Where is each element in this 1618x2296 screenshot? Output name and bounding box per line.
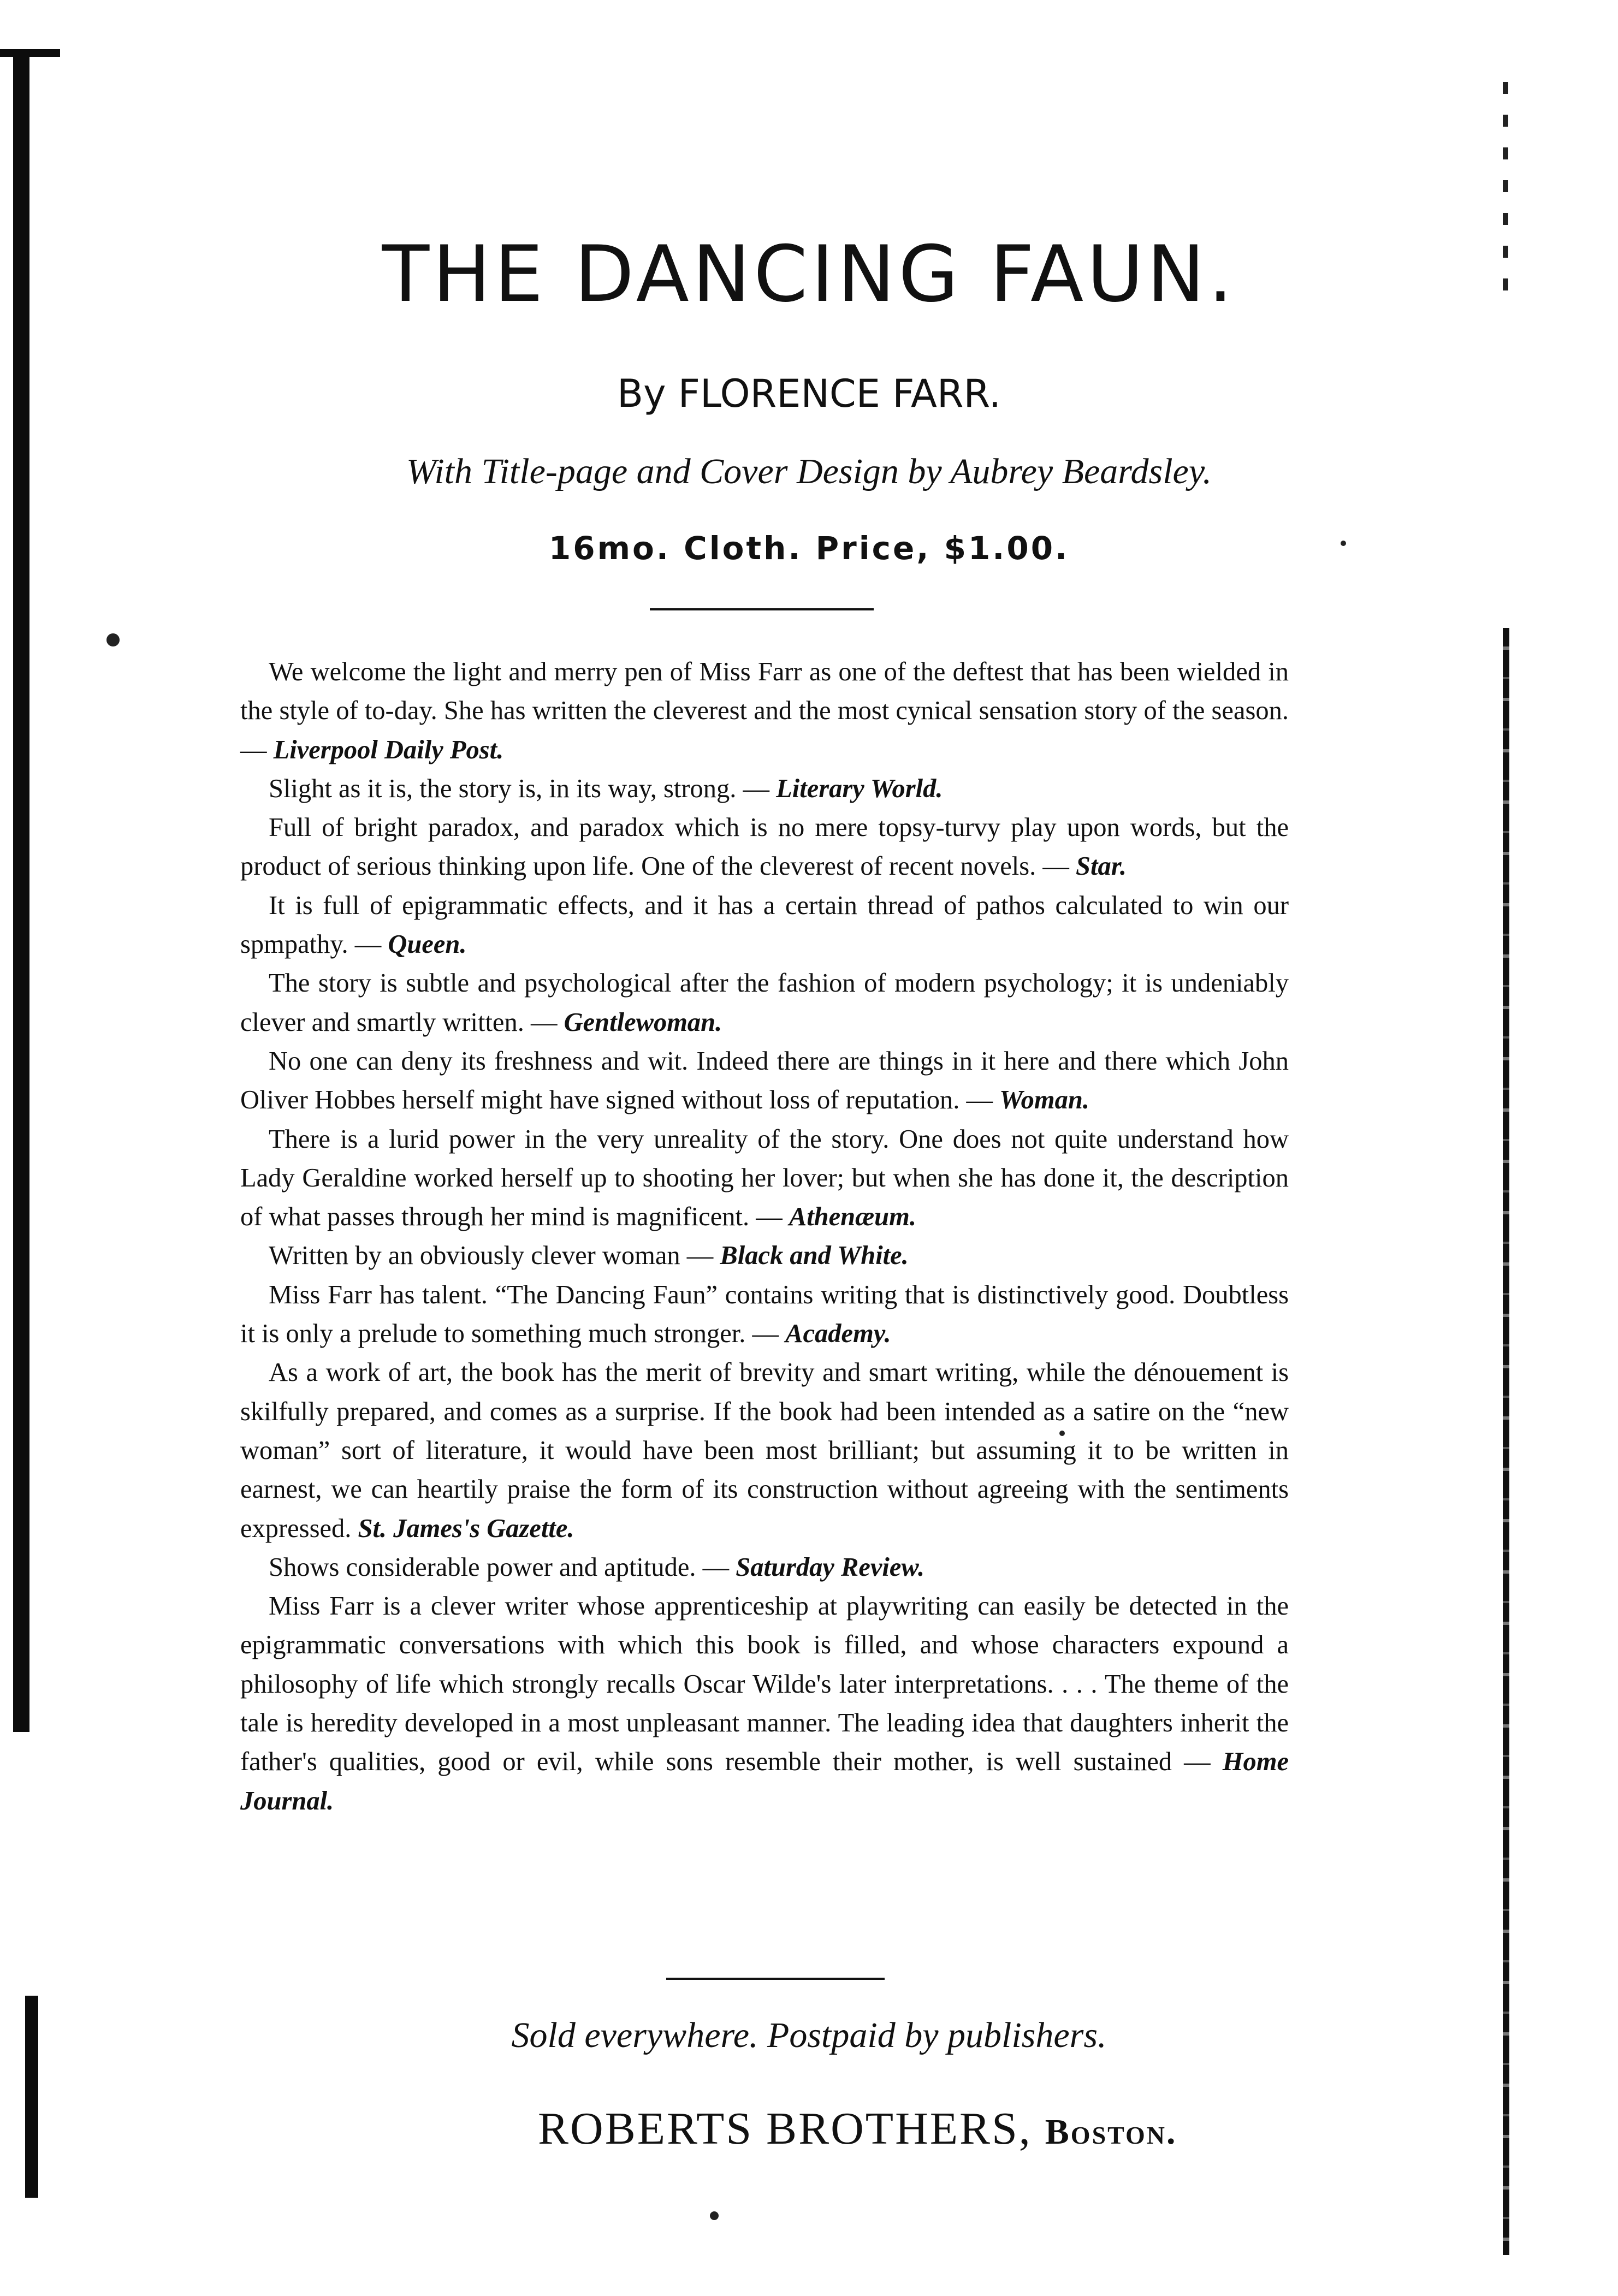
review-source: Star. [1076,852,1127,881]
review-source: St. James's Gazette. [358,1514,574,1543]
review-source: Home Journal. [240,1747,1289,1816]
book-title: THE DANCING FAUN. [382,229,1236,319]
review-item [240,1236,1289,1275]
review-quote: The story is subtle and psychological after the fashion of modern psychology; it is undeniably clever and smartly written. — [240,969,1289,1037]
publisher-city: Boston. [1045,2112,1177,2152]
review-quote: We welcome the light and merry pen of Miss Farr as one of the deftest that has been wielded in the style of to-day. She has written the cleverest and the most cynical sensation story of the season. — [240,657,1289,764]
review-item [240,652,1289,769]
design-credit: With Title-page and Cover Design by Aubrey Beardsley. [406,452,1212,491]
review-item [240,1548,1289,1587]
publisher-name: ROBERTS BROTHERS, [538,2103,1032,2154]
review-item [240,1587,1289,1820]
review-item [240,769,1289,808]
press-reviews [240,652,1289,1820]
review-source: Saturday Review. [736,1552,925,1582]
review-source: Literary World. [776,774,943,803]
review-quote: Slight as it is, the story is, in its way, strong. — [269,774,770,803]
review-item [240,1353,1289,1547]
review-quote: Miss Farr is a clever writer whose apprenticeship at playwriting can easily be detected in the epigrammatic conversations with which this book is filled, and whose characters expound a philosophy of life which strongly recalls Oscar Wilde's later interpretations. . . . The theme of the tale is heredity developed in a most unpleasant manner. The leading idea that daughters inherit the father's qualities, good or evil, while sons resemble their mother, is well sustained — [240,1592,1289,1777]
review-quote: Shows considerable power and aptitude. — [269,1552,730,1582]
review-quote: No one can deny its freshness and wit. Indeed there are things in it here and there which John Oliver Hobbes herself might have signed without loss of reputation. — [240,1046,1289,1115]
review-quote: As a work of art, the book has the merit of brevity and smart writing, while the dénouement is skilfully prepared, and comes as a surprise. If the book had been intended as a satire on the “new woman” sort of literature, it would have been most brilliant; but assuming it to be written in earnest, we can heartily praise the form of its construction without agreeing with the sentiments expressed. [240,1358,1289,1543]
divider-rule [650,608,874,610]
author-byline: By FLORENCE FARR. [617,371,1001,416]
review-source: Black and White. [720,1241,909,1271]
review-source: Woman. [999,1085,1089,1115]
review-item [240,808,1289,886]
review-item [240,1042,1289,1120]
review-source: Liverpool Daily Post. [273,735,504,764]
review-quote: Full of bright paradox, and paradox which is no mere topsy-turvy play upon words, but the product of serious thinking upon life. One of the cleverest of recent novels. — [240,813,1289,881]
review-source: Queen. [388,930,467,959]
review-quote: There is a lurid power in the very unreality of the story. One does not quite understand how Lady Geraldine worked herself up to shooting her lover; but when she has done it, the description of what passes through her mind is magnificent. — [240,1124,1289,1232]
price-line: 16mo. Cloth. Price, $1.00. [548,530,1070,567]
review-item [240,964,1289,1042]
review-quote: It is full of epigrammatic effects, and it has a certain thread of pathos calculated to win our spmpathy. — [240,891,1289,959]
review-item [240,886,1289,964]
review-quote: Miss Farr has talent. “The Dancing Faun” contains writing that is distinctively good. Doubtless it is only a prelude to something much stronger. — [240,1280,1289,1349]
review-quote: Written by an obviously clever woman — [269,1241,714,1271]
review-source: Athenæum. [789,1202,916,1232]
review-source: Gentlewoman. [564,1007,722,1037]
sold-everywhere-line: Sold everywhere. Postpaid by publishers. [511,2015,1107,2055]
divider-rule [666,1978,885,1980]
review-item [240,1275,1289,1354]
publisher-imprint [538,2102,1177,2155]
review-item [240,1120,1289,1237]
review-source: Academy. [785,1319,891,1349]
